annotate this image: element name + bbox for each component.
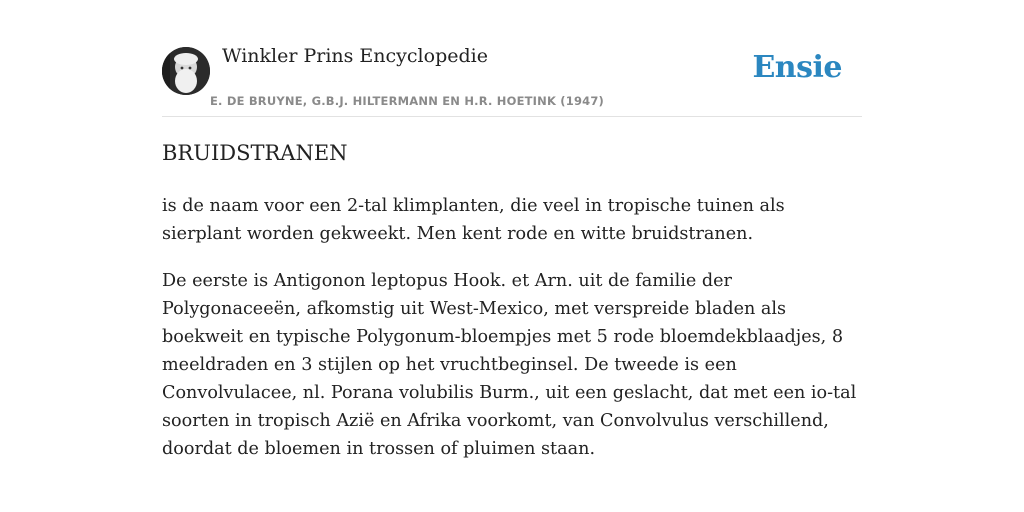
entry-body bbox=[162, 192, 862, 482]
source-title[interactable]: Winkler Prins Encyclopedie bbox=[222, 45, 488, 67]
header bbox=[162, 0, 862, 117]
brand-logo[interactable]: Ensie bbox=[752, 50, 842, 85]
entry-paragraph: is de naam voor een 2-tal klimplanten, die veel in tropische tuinen als sierplant worden gekweekt. Men kent rode en witte bruidstranen. bbox=[162, 196, 785, 244]
entry-title: BRUIDSTRANEN bbox=[162, 141, 348, 165]
author-avatar-icon[interactable] bbox=[162, 47, 210, 95]
page bbox=[162, 0, 862, 459]
entry-paragraph: De eerste is Antigonon leptopus Hook. et Arn. uit de familie der Polygonaceeën, afkomstig uit West-Mexico, met verspreide bladen als boekweit en typische Polygonum-bloempjes met 5 rode bloemdekblaadjes, 8 meeldraden en 3 stijlen op het vruchtbeginsel. De tweede is een Convolvulacee, nl. Porana volubilis Burm., uit een geslacht, dat met een io-tal soorten in tropisch Azië en Afrika voorkomt, van Convolvulus verschillend, doordat de bloemen in trossen of pluimen staan. bbox=[162, 271, 857, 459]
authors-line: E. DE BRUYNE, G.B.J. HILTERMANN EN H.R. HOETINK (1947) bbox=[210, 94, 605, 108]
